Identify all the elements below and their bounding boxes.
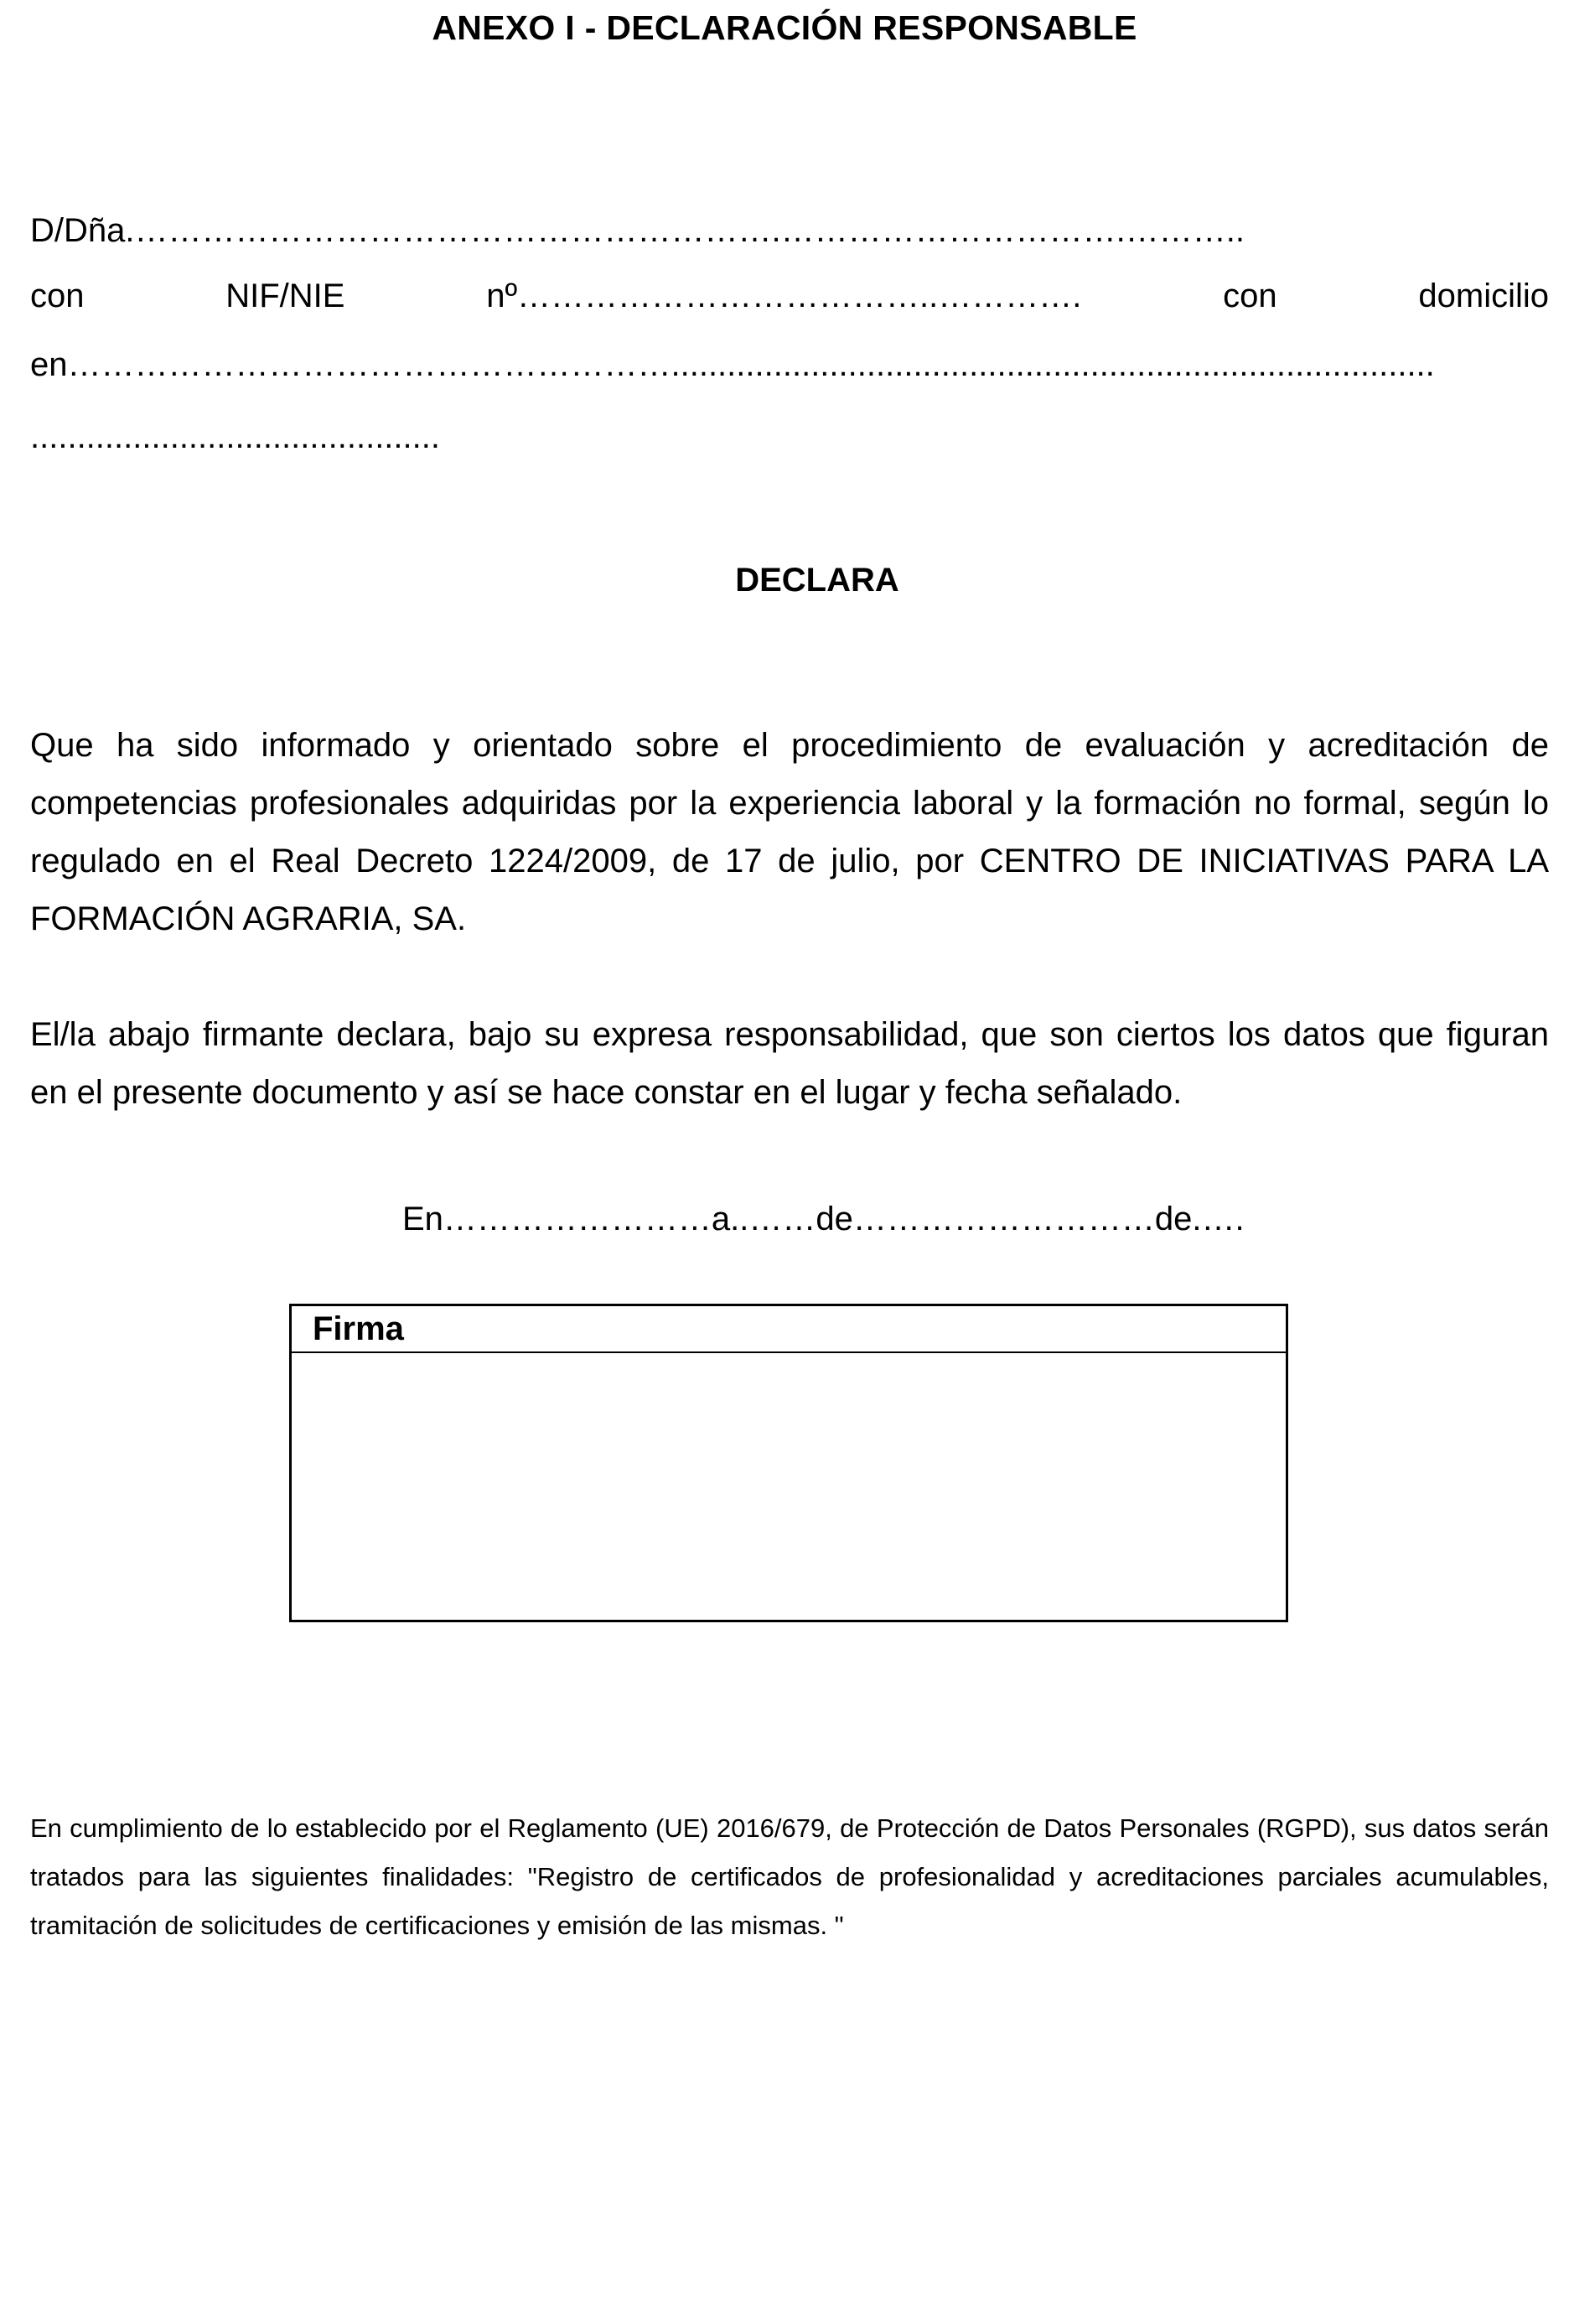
place-date-line: En……………………a..……de………………………de.….: [402, 1201, 1245, 1237]
declaration-paragraph-2: El/la abajo firmante declara, bajo su expresa responsabilidad, que son ciertos los datos que figuran en el presente documento y así se hace constar en el lugar y fecha señalado.: [30, 1016, 1549, 1111]
data-protection-notice: En cumplimiento de lo establecido por el Reglamento (UE) 2016/679, de Protección de Datos Personales (RGPD), sus datos serán tratados para las siguientes finalidades: "Registro de certificados de profesionalidad y acreditaciones parciales acumulables, tramitación de solicitudes de certificaciones y emisión de las mismas. ": [30, 1813, 1549, 1940]
applicant-name-line: D/Dña.………………………………………………….………………………….………..: [30, 212, 1245, 249]
id-word-con: con: [30, 278, 85, 314]
signature-box: [289, 1304, 1288, 1622]
applicant-id-line: [30, 275, 1549, 317]
signature-label: Firma: [292, 1306, 1286, 1353]
declara-heading: DECLARA: [735, 562, 899, 599]
declaration-paragraph-1: Que ha sido informado y orientado sobre el procedimiento de evaluación y acreditación de competencias profesionales adquiridas por la experiencia laboral y la formación no formal, según lo regulado en el Real Decreto 1224/2009, de 17 de julio, por CENTRO DE INICIATIVAS PARA LA FORMACIÓN AGRARIA, SA.: [30, 727, 1549, 937]
id-word-con-2: con: [1223, 278, 1277, 314]
document-title: ANEXO I - DECLARACIÓN RESPONSABLE: [432, 8, 1137, 47]
applicant-address-continuation: ............................................: [30, 418, 440, 455]
id-word-domicilio: domicilio: [1418, 278, 1549, 314]
applicant-address-line: en………………………………………………..................................................................................: [30, 346, 1435, 383]
id-word-nif-nie: NIF/NIE: [225, 278, 345, 314]
id-number-blank: nº………………………………..………….: [486, 278, 1082, 314]
